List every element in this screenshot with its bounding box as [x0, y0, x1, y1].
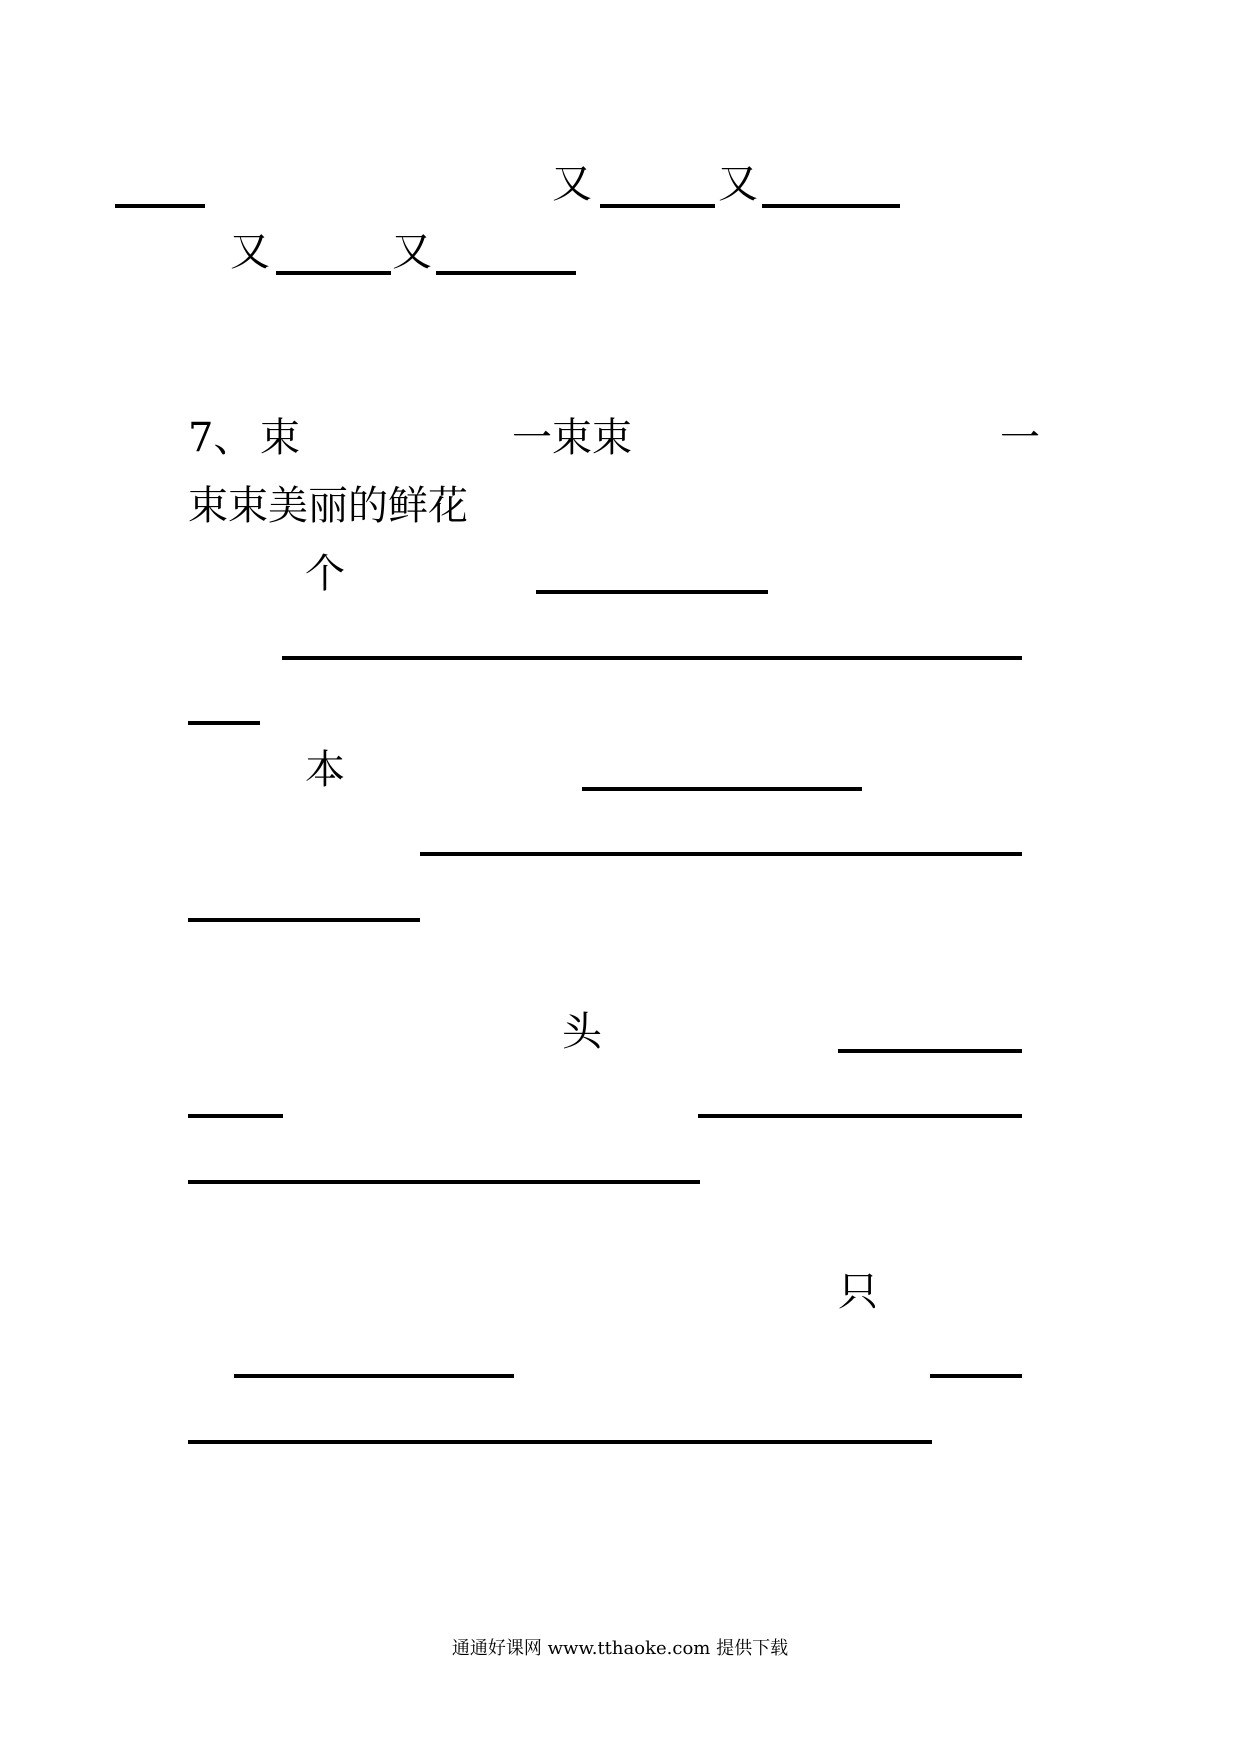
blank-line [188, 918, 420, 922]
page-footer: 通通好课网 www.tthaoke.com 提供下载 [451, 1638, 789, 1659]
blank-line [420, 852, 1022, 856]
you-char: 又 [392, 229, 432, 275]
example-phrase: 一 [1000, 415, 1040, 461]
blank-line [234, 1374, 514, 1378]
blank-line [600, 204, 715, 208]
blank-line [115, 204, 205, 208]
blank-line [188, 721, 260, 725]
measure-word: 头 [562, 1009, 602, 1055]
exercise-word: 束 [260, 415, 300, 461]
blank-line [188, 1114, 283, 1118]
blank-line [282, 656, 1022, 660]
blank-line [762, 204, 900, 208]
measure-word: 本 [305, 747, 345, 793]
measure-word: 个 [305, 551, 345, 597]
blank-line [436, 271, 576, 275]
you-char: 又 [718, 161, 758, 207]
example-phrase: 一束束 [512, 415, 632, 461]
you-char: 又 [552, 161, 592, 207]
you-char: 又 [230, 229, 270, 275]
blank-line [698, 1114, 1022, 1118]
measure-word: 只 [838, 1269, 878, 1315]
blank-line [582, 787, 862, 791]
blank-line [930, 1374, 1022, 1378]
blank-line [188, 1180, 700, 1184]
blank-line [276, 271, 391, 275]
blank-line [838, 1049, 1022, 1053]
blank-line [536, 590, 768, 594]
exercise-number: 7、 [188, 415, 254, 461]
example-phrase: 束束美丽的鲜花 [188, 483, 468, 529]
blank-line [188, 1440, 932, 1444]
